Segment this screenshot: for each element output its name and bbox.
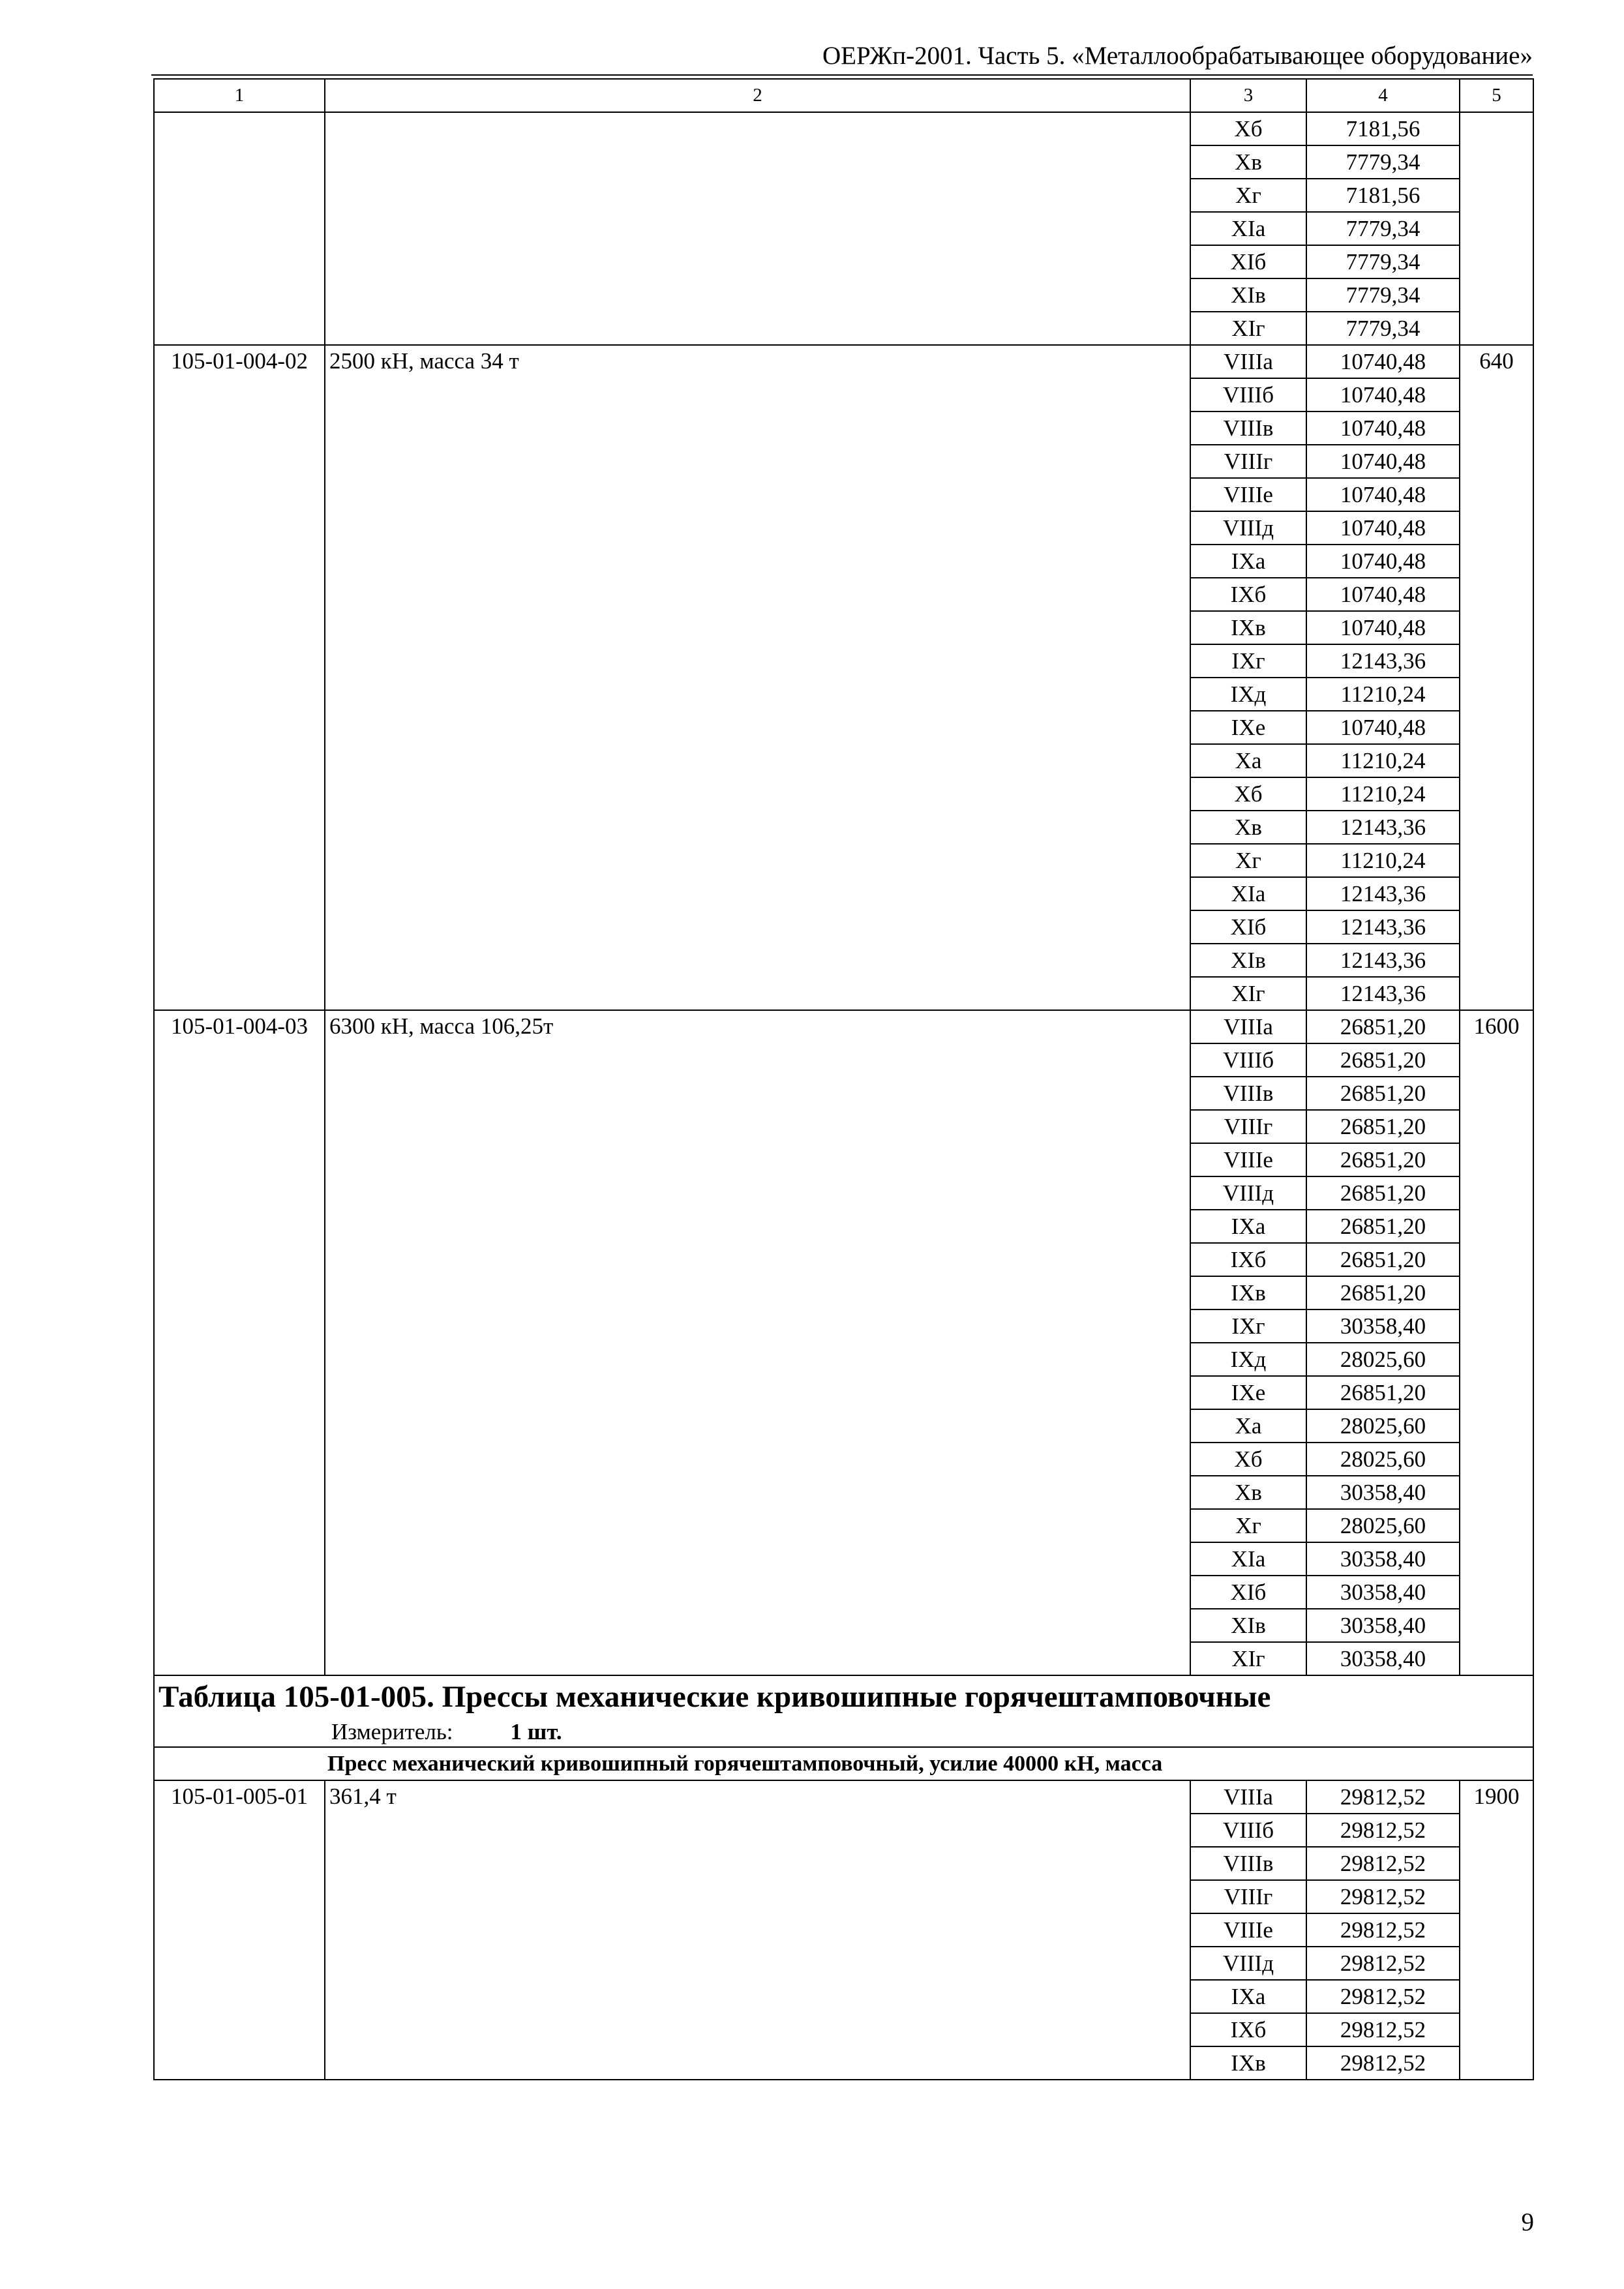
zone-cell: XIг [1190,312,1306,345]
price-cell: 12143,36 [1306,644,1460,678]
item-description: 6300 кН, масса 106,25т [325,1010,1190,1675]
zone-cell: IXб [1190,1243,1306,1276]
zone-cell: XIг [1190,977,1306,1010]
item-code: 105-01-005-01 [154,1780,325,2080]
price-cell: 26851,20 [1306,1276,1460,1309]
price-cell: 26851,20 [1306,1110,1460,1143]
column-number: 3 [1190,79,1306,112]
zone-cell: VIIIе [1190,478,1306,511]
zone-cell: VIIIе [1190,1143,1306,1176]
page-number: 9 [1521,2208,1534,2236]
zone-cell: VIIIа [1190,1780,1306,1814]
zone-cell: VIIIе [1190,1913,1306,1947]
zone-cell: VIIIб [1190,1043,1306,1077]
price-cell: 7181,56 [1306,112,1460,145]
price-cell: 26851,20 [1306,1243,1460,1276]
price-cell: 10740,48 [1306,411,1460,445]
zone-cell: XIб [1190,1576,1306,1609]
price-cell: 26851,20 [1306,1210,1460,1243]
zone-cell: IXв [1190,2046,1306,2080]
price-table [153,78,1534,2080]
measure-unit: 1 шт. [510,1719,562,1744]
price-cell: 12143,36 [1306,977,1460,1010]
zone-cell: XIб [1190,245,1306,278]
zone-cell: VIIIв [1190,1847,1306,1880]
zone-cell: VIIIг [1190,1110,1306,1143]
zone-cell: XIа [1190,877,1306,910]
price-cell: 12143,36 [1306,877,1460,910]
zone-cell: XIа [1190,212,1306,245]
zone-cell: IXд [1190,678,1306,711]
zone-cell: VIIIд [1190,511,1306,545]
price-cell: 10740,48 [1306,545,1460,578]
zone-cell: VIIIа [1190,1010,1306,1043]
zone-cell: Xг [1190,1509,1306,1542]
price-cell: 12143,36 [1306,811,1460,844]
zone-cell: XIв [1190,944,1306,977]
table-row [154,112,1533,145]
column-number: 4 [1306,79,1460,112]
item-code [154,112,325,345]
price-cell: 7779,34 [1306,312,1460,345]
labor-cell [1460,112,1533,345]
zone-cell: IXб [1190,578,1306,611]
price-cell: 10740,48 [1306,578,1460,611]
zone-cell: IXб [1190,2013,1306,2046]
price-cell: 12143,36 [1306,944,1460,977]
column-number: 5 [1460,79,1533,112]
column-number: 1 [154,79,325,112]
price-cell: 10740,48 [1306,511,1460,545]
price-cell: 28025,60 [1306,1343,1460,1376]
price-cell: 28025,60 [1306,1509,1460,1542]
price-cell: 30358,40 [1306,1576,1460,1609]
price-cell: 10740,48 [1306,611,1460,644]
zone-cell: Xа [1190,744,1306,777]
zone-cell: VIIIб [1190,1814,1306,1847]
price-cell: 29812,52 [1306,1880,1460,1913]
price-cell: 12143,36 [1306,910,1460,944]
price-table-body [154,79,1533,2080]
column-number-row [154,79,1533,112]
zone-cell: XIа [1190,1542,1306,1576]
zone-cell: Xа [1190,1409,1306,1443]
zone-cell: VIIIв [1190,1077,1306,1110]
labor-cell: 1600 [1460,1010,1533,1675]
section-header [154,1675,1533,1747]
price-cell: 10740,48 [1306,478,1460,511]
labor-cell: 640 [1460,345,1533,1010]
price-cell: 10740,48 [1306,711,1460,744]
item-description [325,112,1190,345]
zone-cell: XIб [1190,910,1306,944]
price-cell: 30358,40 [1306,1642,1460,1675]
zone-cell: VIIIа [1190,345,1306,378]
price-cell: 30358,40 [1306,1476,1460,1509]
price-cell: 29812,52 [1306,1947,1460,1980]
item-description: 2500 кН, масса 34 т [325,345,1190,1010]
column-number: 2 [325,79,1190,112]
zone-cell: IXа [1190,545,1306,578]
price-cell: 11210,24 [1306,744,1460,777]
zone-cell: Xв [1190,145,1306,179]
price-cell: 29812,52 [1306,1913,1460,1947]
measure-line [158,1718,1533,1746]
zone-cell: Xв [1190,1476,1306,1509]
zone-cell: Xг [1190,179,1306,212]
section-header-row [154,1675,1533,1747]
price-cell: 7779,34 [1306,212,1460,245]
zone-cell: IXе [1190,711,1306,744]
zone-cell: IXв [1190,611,1306,644]
price-cell: 11210,24 [1306,678,1460,711]
zone-cell: XIв [1190,278,1306,312]
table-row [154,1010,1533,1043]
zone-cell: VIIIг [1190,1880,1306,1913]
zone-cell: VIIIб [1190,378,1306,411]
price-cell: 7181,56 [1306,179,1460,212]
price-cell: 29812,52 [1306,1980,1460,2013]
zone-cell: Xб [1190,777,1306,811]
price-cell: 7779,34 [1306,145,1460,179]
price-cell: 10740,48 [1306,378,1460,411]
zone-cell: Xб [1190,112,1306,145]
zone-cell: IXа [1190,1980,1306,2013]
item-code: 105-01-004-03 [154,1010,325,1675]
item-code: 105-01-004-02 [154,345,325,1010]
price-cell: 29812,52 [1306,1814,1460,1847]
page-header: ОЕРЖп-2001. Часть 5. «Металлообрабатывающее оборудование» [151,38,1533,76]
price-cell: 26851,20 [1306,1077,1460,1110]
price-cell: 30358,40 [1306,1542,1460,1576]
price-cell: 29812,52 [1306,1847,1460,1880]
price-cell: 30358,40 [1306,1609,1460,1642]
zone-cell: VIIIг [1190,445,1306,478]
price-cell: 26851,20 [1306,1043,1460,1077]
zone-cell: IXа [1190,1210,1306,1243]
zone-cell: VIIIд [1190,1947,1306,1980]
zone-cell: IXг [1190,644,1306,678]
price-cell: 7779,34 [1306,278,1460,312]
zone-cell: XIв [1190,1609,1306,1642]
zone-cell: Xв [1190,811,1306,844]
subtitle-row [154,1747,1533,1780]
price-cell: 7779,34 [1306,245,1460,278]
price-cell: 11210,24 [1306,777,1460,811]
price-cell: 11210,24 [1306,844,1460,877]
price-cell: 29812,52 [1306,2013,1460,2046]
price-cell: 10740,48 [1306,445,1460,478]
zone-cell: VIIIд [1190,1176,1306,1210]
price-cell: 26851,20 [1306,1376,1460,1409]
zone-cell: VIIIв [1190,411,1306,445]
zone-cell: IXв [1190,1276,1306,1309]
zone-cell: XIг [1190,1642,1306,1675]
measure-label: Измеритель: [331,1719,453,1744]
price-cell: 10740,48 [1306,345,1460,378]
zone-cell: Xг [1190,844,1306,877]
section-title: Таблица 105-01-005. Прессы механические кривошипные горячештамповочные [158,1680,1271,1714]
price-cell: 26851,20 [1306,1176,1460,1210]
price-cell: 28025,60 [1306,1409,1460,1443]
price-cell: 30358,40 [1306,1309,1460,1343]
price-cell: 28025,60 [1306,1443,1460,1476]
zone-cell: Xб [1190,1443,1306,1476]
labor-cell: 1900 [1460,1780,1533,2080]
price-cell: 29812,52 [1306,2046,1460,2080]
table-row [154,345,1533,378]
zone-cell: IXд [1190,1343,1306,1376]
table-row [154,1780,1533,1814]
zone-cell: IXг [1190,1309,1306,1343]
price-cell: 26851,20 [1306,1010,1460,1043]
zone-cell: IXе [1190,1376,1306,1409]
item-description: 361,4 т [325,1780,1190,2080]
price-cell: 29812,52 [1306,1780,1460,1814]
price-cell: 26851,20 [1306,1143,1460,1176]
section-subtitle: Пресс механический кривошипный горячештамповочный, усилие 40000 кН, масса [154,1747,1533,1780]
